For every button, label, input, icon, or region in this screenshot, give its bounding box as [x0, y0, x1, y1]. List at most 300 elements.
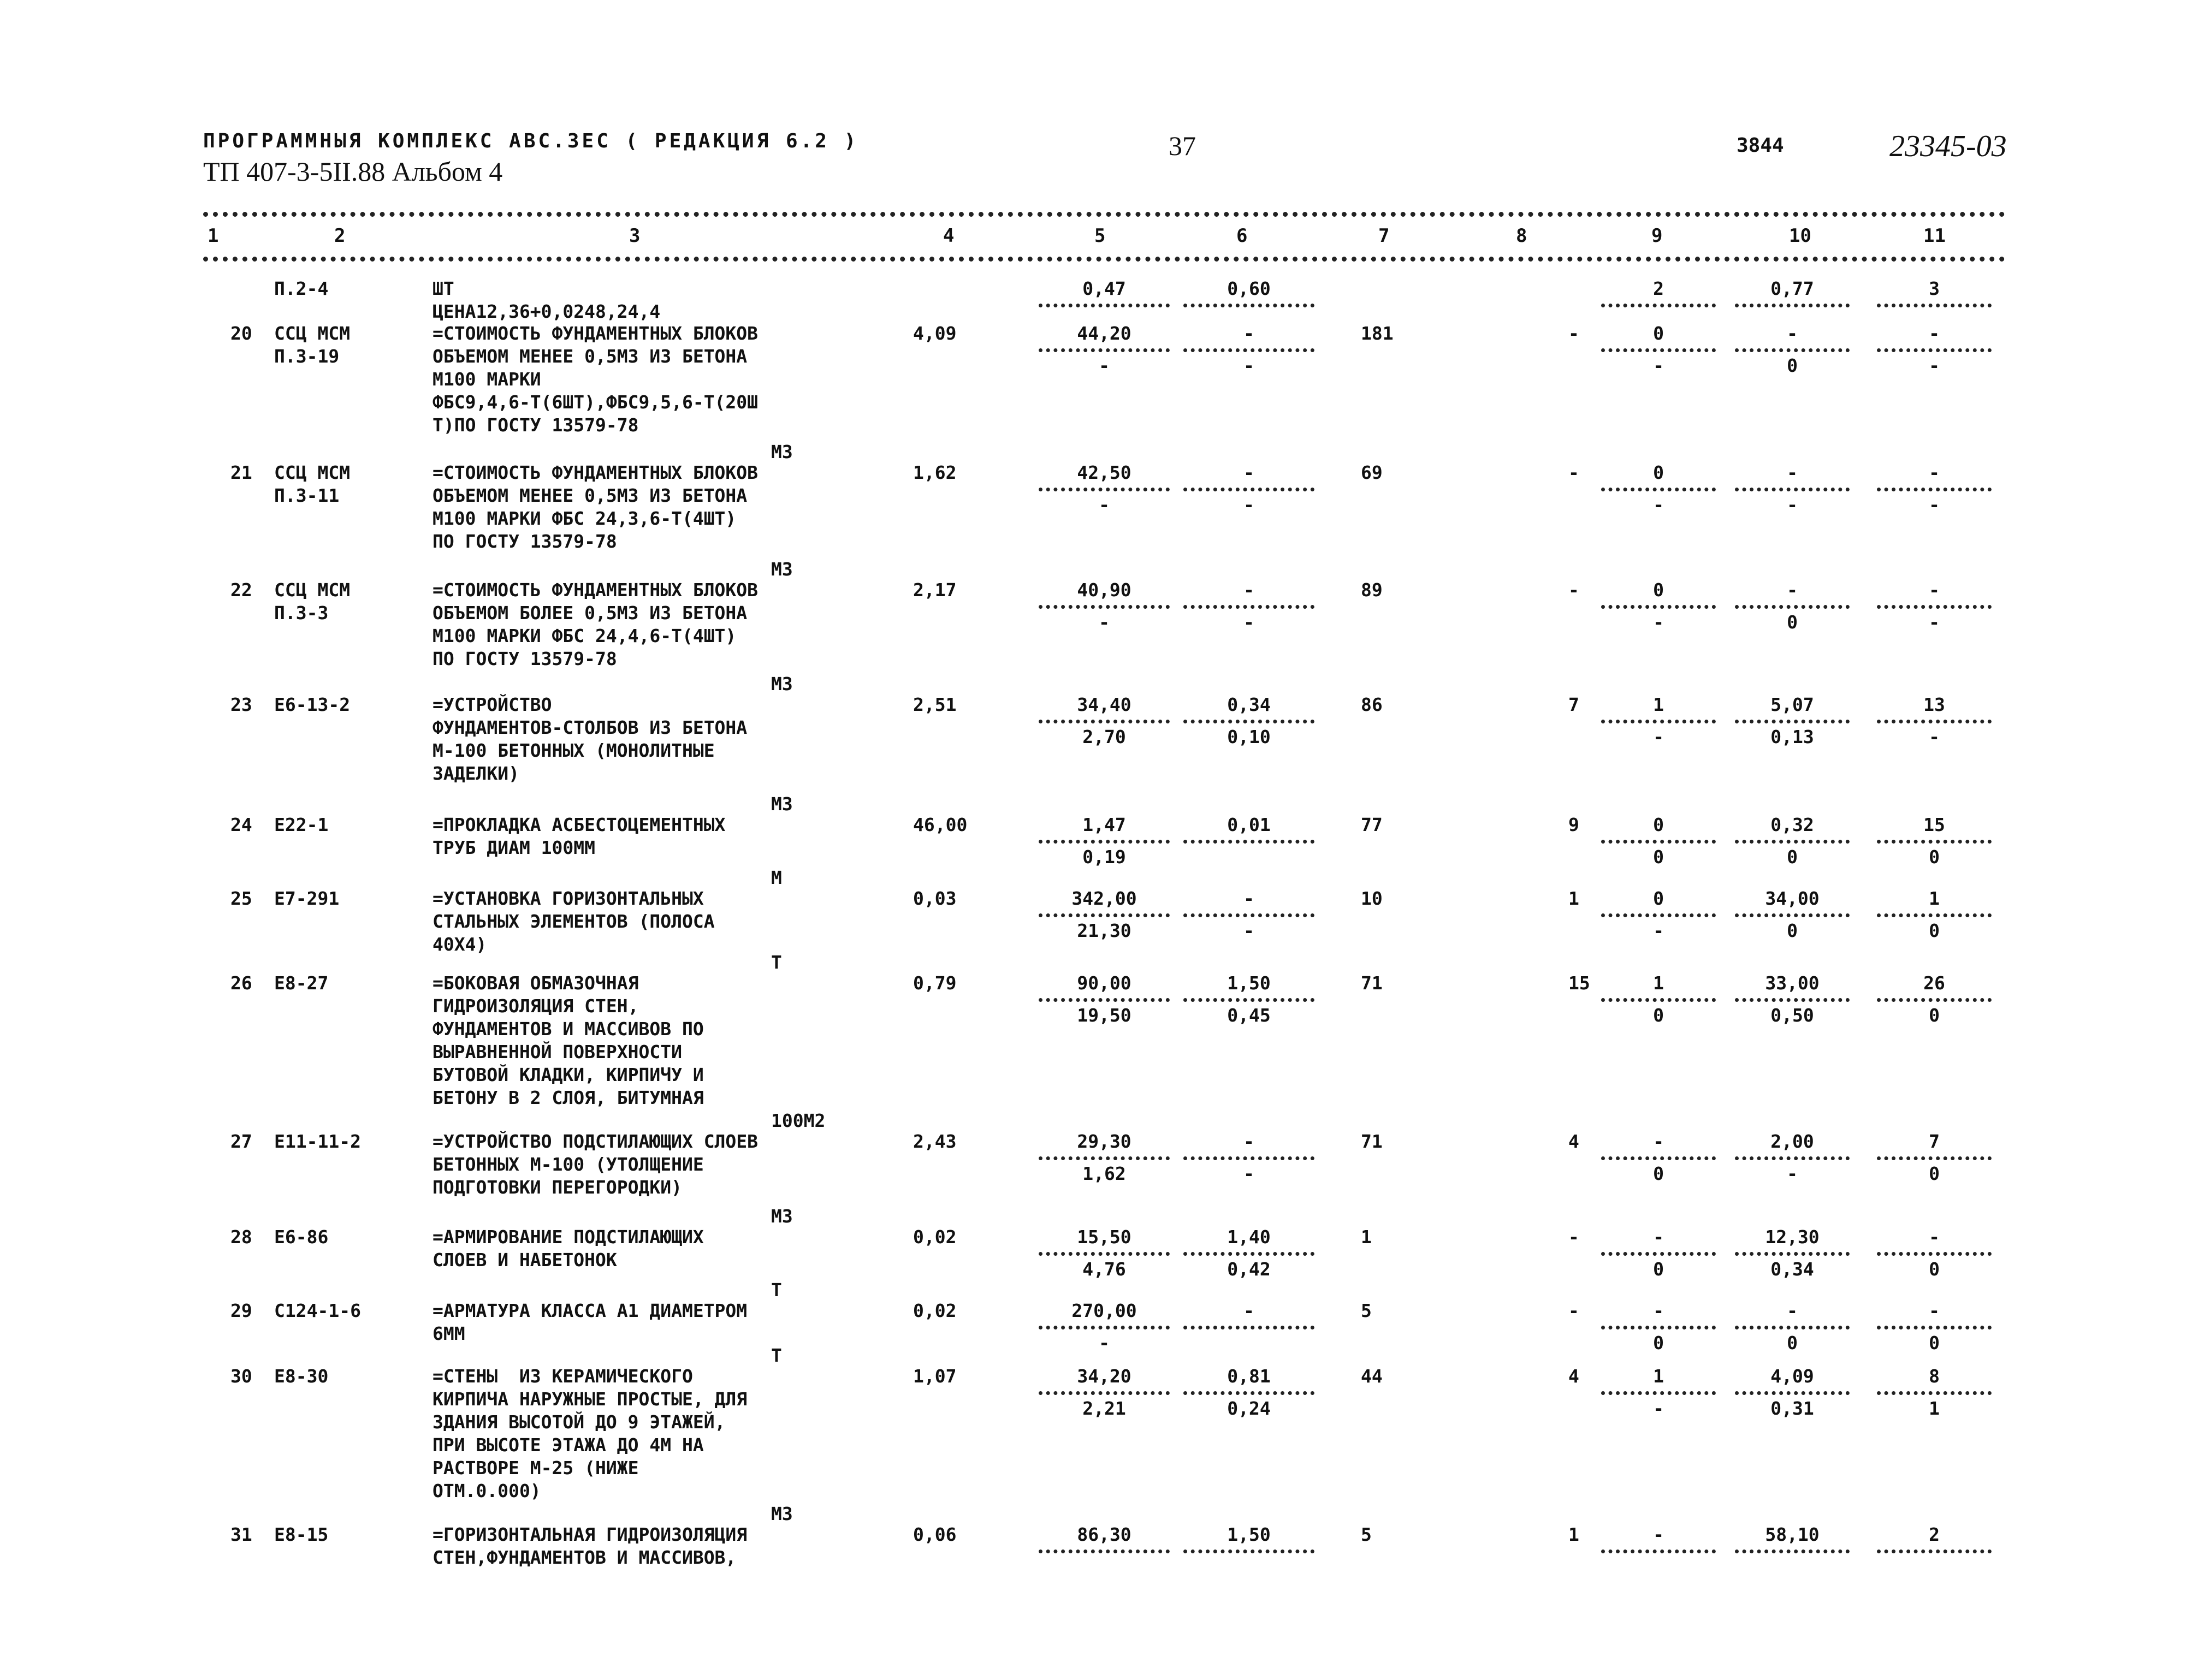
rate-code: ССЦ МСМ П.3-19: [274, 323, 351, 367]
quantity: 0,03: [913, 888, 957, 909]
col11-value-top: -: [1929, 1300, 1940, 1321]
col9-value-top: 1: [1653, 694, 1664, 715]
col-header-9: 9: [1651, 225, 1663, 247]
rate-code: Е8-27: [274, 972, 329, 994]
col-header-2: 2: [334, 225, 346, 247]
table-row: [203, 441, 2005, 571]
unit-cost: [1036, 1523, 1172, 1578]
unit-cost-rule: [1039, 1252, 1170, 1256]
col9-value-top: 0: [1653, 579, 1664, 601]
col9-value: [1596, 814, 1721, 869]
total-cost: 1: [1361, 1226, 1372, 1248]
machine-cost: [1181, 1523, 1317, 1578]
col9-value-bottom: 0: [1653, 846, 1664, 868]
quantity: 4,09: [913, 323, 957, 344]
unit-cost: [1036, 461, 1172, 517]
work-description: ШТ ЦЕНА12,36+0,0248,24,4: [432, 278, 661, 322]
work-description: =БОКОВАЯ ОБМАЗОЧНАЯ ГИДРОИЗОЛЯЦИЯ СТЕН, ФУНДАМЕНТОВ И МАССИВОВ ПО ВЫРАВНЕННОЙ ПОВЕРХНОСТИ БУТОВОЙ КЛАДКИ, КИРПИЧУ И БЕТОНУ В 2 СЛОЯ, БИТУМНАЯ: [432, 972, 704, 1108]
col11-value-top: -: [1929, 1226, 1940, 1248]
col10-value-top: 34,00: [1765, 888, 1820, 909]
col11-value: [1863, 322, 2005, 377]
machine-cost-top: 0,60: [1227, 278, 1271, 299]
quantity: 0,79: [913, 972, 957, 994]
table-top-rule: [203, 212, 2005, 217]
machine-cost-top: -: [1243, 888, 1254, 909]
unit-cost: [1036, 1299, 1172, 1355]
col10-value-top: 33,00: [1765, 972, 1820, 994]
wages-cost: 9: [1568, 814, 1579, 835]
machine-cost: [1181, 814, 1317, 869]
col11-value-bottom: 0: [1929, 1258, 1940, 1280]
col11-value-rule: [1877, 1550, 1992, 1553]
row-number: 27: [230, 1131, 252, 1152]
unit-cost-rule: [1039, 605, 1170, 609]
unit-cost-top: 0,47: [1082, 278, 1126, 299]
machine-cost-rule: [1183, 1156, 1314, 1160]
col9-value: [1596, 693, 1721, 749]
total-cost: 5: [1361, 1300, 1372, 1321]
rate-code: П.2-4: [274, 278, 329, 299]
unit-cost-bottom: 19,50: [1077, 1005, 1131, 1026]
col11-value-rule: [1877, 913, 1992, 917]
row-number: 31: [230, 1524, 252, 1545]
unit-cost-top: 15,50: [1077, 1226, 1131, 1248]
unit-cost-rule: [1039, 913, 1170, 917]
col11-value-top: 3: [1929, 278, 1940, 299]
col11-value-top: 1: [1929, 888, 1940, 909]
col9-value-rule: [1601, 605, 1716, 609]
unit-cost-bottom: 1,62: [1082, 1163, 1126, 1184]
machine-cost-top: 1,50: [1227, 972, 1271, 994]
machine-cost-bottom: -: [1243, 920, 1254, 941]
col10-value-top: 2,00: [1770, 1131, 1814, 1152]
col11-value: [1863, 693, 2005, 749]
col-header-5: 5: [1094, 225, 1106, 247]
col10-value-rule: [1735, 840, 1850, 844]
work-description: =УСТРОЙСТВО ПОДСТИЛАЮЩИХ СЛОЕВ БЕТОННЫХ М-100 (УТОЛЩЕНИЕ ПОДГОТОВКИ ПЕРЕГОРОДКИ): [432, 1131, 759, 1198]
machine-cost-top: -: [1243, 1131, 1254, 1152]
col9-value-bottom: -: [1653, 1398, 1664, 1419]
col10-value-top: 0,32: [1770, 814, 1814, 835]
unit-cost-bottom: -: [1099, 1332, 1110, 1354]
col10-value-bottom: [1729, 1556, 1855, 1578]
col9-value-bottom: -: [1653, 494, 1664, 515]
work-description: =УСТРОЙСТВО ФУНДАМЕНТОВ-СТОЛБОВ ИЗ БЕТОНА М-100 БЕТОННЫХ (МОНОЛИТНЫЕ ЗАДЕЛКИ): [432, 694, 748, 784]
wages-cost: 4: [1568, 1131, 1579, 1152]
wages-cost: -: [1568, 579, 1579, 601]
quantity: 0,02: [913, 1226, 957, 1248]
col11-value-top: 15: [1923, 814, 1945, 835]
quantity: 2,51: [913, 694, 957, 715]
unit-cost-top: 1,47: [1082, 814, 1126, 835]
col9-value: [1596, 579, 1721, 634]
unit-of-measure: М3: [771, 441, 793, 462]
table-row: [203, 673, 2005, 803]
col9-value-rule: [1601, 1156, 1716, 1160]
col10-value-bottom: 0: [1787, 612, 1798, 633]
machine-cost-bottom: -: [1243, 355, 1254, 376]
machine-cost-bottom: [1181, 846, 1317, 869]
unit-cost-rule: [1039, 1391, 1170, 1395]
col11-value-rule: [1877, 348, 1992, 352]
column-header-row: [203, 225, 2005, 252]
col9-value-rule: [1601, 348, 1716, 352]
machine-cost-top: -: [1243, 579, 1254, 601]
col10-value-rule: [1735, 304, 1850, 307]
rate-code: Е6-13-2: [274, 694, 351, 715]
machine-cost-top: 0,34: [1227, 694, 1271, 715]
handwritten-code: 23345-03: [1889, 129, 2007, 163]
machine-cost-rule: [1183, 913, 1314, 917]
col11-value-rule: [1877, 1326, 1992, 1329]
col11-value-bottom: 0: [1929, 1005, 1940, 1026]
unit-cost-bottom: 21,30: [1077, 920, 1131, 941]
col9-value-bottom: -: [1653, 355, 1664, 376]
col10-value-rule: [1735, 348, 1850, 352]
col9-value-rule: [1601, 840, 1716, 844]
machine-cost-top: 0,81: [1227, 1366, 1271, 1387]
col9-value-top: -: [1653, 1300, 1664, 1321]
col9-value-bottom: 0: [1653, 1332, 1664, 1354]
machine-cost: [1181, 1299, 1317, 1355]
work-description: =СТОИМОСТЬ ФУНДАМЕНТНЫХ БЛОКОВ ОБЪЕМОМ МЕНЕЕ 0,5М3 ИЗ БЕТОНА М100 МАРКИ ФБС 24,3,6-Т(4ШТ) ПО ГОСТУ 13579-78: [432, 462, 759, 552]
machine-cost: [1181, 693, 1317, 749]
col10-value-bottom: 0: [1787, 355, 1798, 376]
col9-value: [1596, 461, 1721, 517]
col9-value-bottom: 0: [1653, 1163, 1664, 1184]
col10-value-top: -: [1787, 1300, 1798, 1321]
machine-cost-bottom: [1181, 1556, 1317, 1578]
row-number: 21: [230, 462, 252, 483]
col10-value: [1729, 814, 1855, 869]
machine-cost-rule: [1183, 840, 1314, 844]
unit-cost: [1036, 814, 1172, 869]
program-header: ПРОГРАММНЫЯ КОМПЛЕКС АВС.3ЕС ( РЕДАКЦИЯ 6.2 ): [203, 130, 859, 152]
col10-value-rule: [1735, 998, 1850, 1002]
col9-value: [1596, 972, 1721, 1027]
unit-cost-top: 90,00: [1077, 972, 1131, 994]
col-header-10: 10: [1789, 225, 1811, 247]
machine-cost-rule: [1183, 1326, 1314, 1329]
album-title: ТП 407-3-5II.88 Альбом 4: [203, 156, 503, 187]
col10-value-top: 4,09: [1770, 1366, 1814, 1387]
machine-cost-rule: [1183, 348, 1314, 352]
table-row: [203, 559, 2005, 688]
col9-value-bottom: 0: [1653, 1005, 1664, 1026]
row-number: 28: [230, 1226, 252, 1248]
rate-code: Е8-15: [274, 1524, 329, 1545]
col9-value: [1596, 1299, 1721, 1355]
unit-cost-top: 342,00: [1071, 888, 1137, 909]
wages-cost: -: [1568, 1300, 1579, 1321]
total-cost: 86: [1361, 694, 1383, 715]
col10-value-bottom: 0: [1787, 1332, 1798, 1354]
col10-value-rule: [1735, 913, 1850, 917]
unit-cost-rule: [1039, 840, 1170, 844]
machine-cost-bottom: 0,10: [1227, 726, 1271, 747]
col9-value: [1596, 1226, 1721, 1281]
machine-cost-bottom: -: [1243, 1163, 1254, 1184]
col9-value-rule: [1601, 720, 1716, 723]
quantity: 0,06: [913, 1524, 957, 1545]
total-cost: 77: [1361, 814, 1383, 835]
col10-value-rule: [1735, 488, 1850, 491]
unit-of-measure: М3: [771, 673, 793, 694]
col10-value: [1729, 693, 1855, 749]
wages-cost: 7: [1568, 694, 1579, 715]
total-cost: 69: [1361, 462, 1383, 483]
col10-value: [1729, 1226, 1855, 1281]
work-description: =СТОИМОСТЬ ФУНДАМЕНТНЫХ БЛОКОВ ОБЪЕМОМ БОЛЕЕ 0,5М3 ИЗ БЕТОНА М100 МАРКИ ФБС 24,4,6-Т(4ШТ) ПО ГОСТУ 13579-78: [432, 579, 759, 669]
row-number: 23: [230, 694, 252, 715]
col10-value-bottom: 0,50: [1770, 1005, 1814, 1026]
col10-value-top: -: [1787, 579, 1798, 601]
machine-cost-bottom: -: [1243, 494, 1254, 515]
rate-code: С124-1-6: [274, 1300, 361, 1321]
machine-cost-rule: [1183, 488, 1314, 491]
unit-cost: [1036, 1226, 1172, 1281]
row-number: 20: [230, 323, 252, 344]
col10-value-bottom: 0,13: [1770, 726, 1814, 747]
col11-value: [1863, 1299, 2005, 1355]
col9-value-rule: [1601, 1326, 1716, 1329]
unit-cost-rule: [1039, 998, 1170, 1002]
col11-value-bottom: -: [1929, 355, 1940, 376]
col9-value-top: 0: [1653, 888, 1664, 909]
unit-cost: [1036, 693, 1172, 749]
col11-value-top: -: [1929, 579, 1940, 601]
rate-code: ССЦ МСМ П.3-11: [274, 462, 351, 506]
row-number: 30: [230, 1366, 252, 1387]
rate-code: Е8-30: [274, 1366, 329, 1387]
col11-value-rule: [1877, 1391, 1992, 1395]
quantity: 2,17: [913, 579, 957, 601]
unit-cost: [1036, 579, 1172, 634]
table-row: [203, 1345, 2005, 1501]
col11-value-rule: [1877, 1156, 1992, 1160]
table-row: [203, 1503, 2005, 1632]
col11-value-rule: [1877, 304, 1992, 307]
total-cost: 181: [1361, 323, 1394, 344]
unit-cost-bottom: 4,76: [1082, 1258, 1126, 1280]
machine-cost: [1181, 1365, 1317, 1420]
row-number: 25: [230, 888, 252, 909]
total-cost: 89: [1361, 579, 1383, 601]
machine-cost-rule: [1183, 1391, 1314, 1395]
unit-cost-top: 34,20: [1077, 1366, 1131, 1387]
machine-cost-rule: [1183, 998, 1314, 1002]
col10-value: [1729, 322, 1855, 377]
col9-value-top: -: [1653, 1131, 1664, 1152]
total-cost: 10: [1361, 888, 1383, 909]
machine-cost: [1181, 972, 1317, 1027]
row-number: 24: [230, 814, 252, 835]
col11-value-rule: [1877, 840, 1992, 844]
quantity: 1,07: [913, 1366, 957, 1387]
machine-cost-rule: [1183, 1252, 1314, 1256]
col11-value: [1863, 972, 2005, 1027]
machine-cost-top: -: [1243, 462, 1254, 483]
col11-value-bottom: 0: [1929, 1163, 1940, 1184]
col9-value: [1596, 887, 1721, 942]
col11-value-rule: [1877, 605, 1992, 609]
unit-cost: [1036, 1130, 1172, 1185]
col10-value: [1729, 579, 1855, 634]
col-header-1: 1: [208, 225, 219, 247]
unit-cost-top: 42,50: [1077, 462, 1131, 483]
unit-cost-rule: [1039, 488, 1170, 491]
unit-cost: [1036, 887, 1172, 942]
machine-cost-bottom: [1181, 1332, 1317, 1355]
col10-value-bottom: 0: [1787, 920, 1798, 941]
table-row: [203, 952, 2005, 1108]
col9-value-top: -: [1653, 1524, 1664, 1545]
col9-value-bottom: -: [1653, 612, 1664, 633]
machine-cost-top: -: [1243, 323, 1254, 344]
col11-value-top: 2: [1929, 1524, 1940, 1545]
page-number: 37: [1169, 130, 1196, 161]
col10-value-top: 12,30: [1765, 1226, 1820, 1248]
wages-cost: -: [1568, 1226, 1579, 1248]
col11-value-top: 8: [1929, 1366, 1940, 1387]
machine-cost-rule: [1183, 1550, 1314, 1553]
wages-cost: 4: [1568, 1366, 1579, 1387]
col9-value: [1596, 1523, 1721, 1578]
unit-cost-top: 44,20: [1077, 323, 1131, 344]
col11-value-top: 13: [1923, 694, 1945, 715]
machine-cost: [1181, 1130, 1317, 1185]
machine-cost-rule: [1183, 304, 1314, 307]
col10-value-top: -: [1787, 462, 1798, 483]
unit-cost-top: 29,30: [1077, 1131, 1131, 1152]
unit-cost: [1036, 1365, 1172, 1420]
col9-value: [1596, 1130, 1721, 1185]
col10-value-top: 58,10: [1765, 1524, 1820, 1545]
col-header-3: 3: [629, 225, 641, 247]
table-header-rule: [203, 257, 2005, 262]
col10-value-top: 5,07: [1770, 694, 1814, 715]
col11-value: [1863, 1226, 2005, 1281]
col9-value-top: 0: [1653, 814, 1664, 835]
machine-cost: [1181, 579, 1317, 634]
machine-cost: [1181, 1226, 1317, 1281]
machine-cost-bottom: 0,24: [1227, 1398, 1271, 1419]
unit-of-measure: 100М2: [771, 1110, 826, 1131]
col10-value-rule: [1735, 605, 1850, 609]
machine-cost: [1181, 461, 1317, 517]
col11-value: [1863, 1365, 2005, 1420]
unit-of-measure: М: [771, 867, 782, 888]
col9-value-top: 1: [1653, 972, 1664, 994]
col10-value-bottom: 0,31: [1770, 1398, 1814, 1419]
quantity: 46,00: [913, 814, 968, 835]
col10-value-rule: [1735, 720, 1850, 723]
row-number: 22: [230, 579, 252, 601]
unit-cost-top: 40,90: [1077, 579, 1131, 601]
col11-value-top: -: [1929, 323, 1940, 344]
unit-cost-bottom: -: [1099, 494, 1110, 515]
unit-cost-bottom: 0,19: [1082, 846, 1126, 868]
row-number: 29: [230, 1300, 252, 1321]
unit-cost-top: 34,40: [1077, 694, 1131, 715]
unit-of-measure: М3: [771, 1503, 793, 1524]
col10-value: [1729, 1299, 1855, 1355]
col10-value-top: 0,77: [1770, 278, 1814, 299]
col9-value-rule: [1601, 488, 1716, 491]
quantity: 0,02: [913, 1300, 957, 1321]
col10-value-bottom: 0: [1787, 846, 1798, 868]
col9-value-rule: [1601, 913, 1716, 917]
col9-value-bottom: [1596, 1556, 1721, 1578]
col9-value: [1596, 322, 1721, 377]
quantity: 2,43: [913, 1131, 957, 1152]
total-cost: 71: [1361, 972, 1383, 994]
unit-cost: [1036, 972, 1172, 1027]
col10-value-rule: [1735, 1252, 1850, 1256]
col11-value-top: 7: [1929, 1131, 1940, 1152]
col11-value-bottom: -: [1929, 726, 1940, 747]
col11-value: [1863, 887, 2005, 942]
unit-of-measure: М3: [771, 559, 793, 580]
rate-code: Е6-86: [274, 1226, 329, 1248]
total-cost: 5: [1361, 1524, 1372, 1545]
col10-value-rule: [1735, 1156, 1850, 1160]
col9-value-rule: [1601, 1550, 1716, 1553]
col-header-11: 11: [1923, 225, 1946, 247]
machine-cost: [1181, 322, 1317, 377]
work-description: =АРМИРОВАНИЕ ПОДСТИЛАЮЩИХ СЛОЕВ И НАБЕТОНОК: [432, 1226, 704, 1271]
col-header-4: 4: [943, 225, 955, 247]
work-description: =УСТАНОВКА ГОРИЗОНТАЛЬНЫХ СТАЛЬНЫХ ЭЛЕМЕНТОВ (ПОЛОСА 40Х4): [432, 888, 715, 955]
machine-cost-top: 1,50: [1227, 1524, 1271, 1545]
work-description: =СТЕНЫ ИЗ КЕРАМИЧЕСКОГО КИРПИЧА НАРУЖНЫЕ ПРОСТЫЕ, ДЛЯ ЗДАНИЯ ВЫСОТОЙ ДО 9 ЭТАЖЕЙ, ПРИ ВЫСОТЕ ЭТАЖА ДО 4М НА РАСТВОРЕ М-25 (НИЖЕ ОТМ.0.000): [432, 1366, 748, 1501]
rate-code: Е22-1: [274, 814, 329, 835]
col9-value-top: 2: [1653, 278, 1664, 299]
table-row: [203, 1110, 2005, 1239]
unit-cost-bottom: -: [1099, 612, 1110, 633]
machine-cost-bottom: 0,45: [1227, 1005, 1271, 1026]
work-description: =СТОИМОСТЬ ФУНДАМЕНТНЫХ БЛОКОВ ОБЪЕМОМ МЕНЕЕ 0,5М3 ИЗ БЕТОНА М100 МАРКИ ФБС9,4,6-Т(6ШТ),ФБС9,5,6-Т(20Ш Т)ПО ГОСТУ 13579-78: [432, 323, 759, 436]
row-number: 26: [230, 972, 252, 994]
col11-value: [1863, 1523, 2005, 1578]
col10-value: [1729, 1365, 1855, 1420]
col10-value: [1729, 887, 1855, 942]
unit-cost-top: 270,00: [1071, 1300, 1137, 1321]
machine-cost-top: 1,40: [1227, 1226, 1271, 1248]
unit-cost-bottom: [1036, 1556, 1172, 1578]
col9-value-bottom: -: [1653, 726, 1664, 747]
unit-cost-rule: [1039, 304, 1170, 307]
work-description: =ПРОКЛАДКА АСБЕСТОЦЕМЕНТНЫХ ТРУБ ДИАМ 100ММ: [432, 814, 726, 858]
col11-value-bottom: -: [1929, 612, 1940, 633]
rate-code: Е7-291: [274, 888, 340, 909]
unit-cost: [1036, 322, 1172, 377]
unit-of-measure: Т: [771, 1345, 782, 1366]
wages-cost: -: [1568, 462, 1579, 483]
unit-cost-bottom: 2,21: [1082, 1398, 1126, 1419]
total-cost: 71: [1361, 1131, 1383, 1152]
unit-cost-rule: [1039, 348, 1170, 352]
col9-value-bottom: 0: [1653, 1258, 1664, 1280]
col9-value: [1596, 1365, 1721, 1420]
rate-code: ССЦ МСМ П.3-3: [274, 579, 351, 624]
col-header-6: 6: [1236, 225, 1248, 247]
col11-value-top: 26: [1923, 972, 1945, 994]
col9-value-top: 0: [1653, 323, 1664, 344]
col11-value-rule: [1877, 998, 1992, 1002]
col11-value-bottom: [1863, 1556, 2005, 1578]
col9-value-rule: [1601, 998, 1716, 1002]
